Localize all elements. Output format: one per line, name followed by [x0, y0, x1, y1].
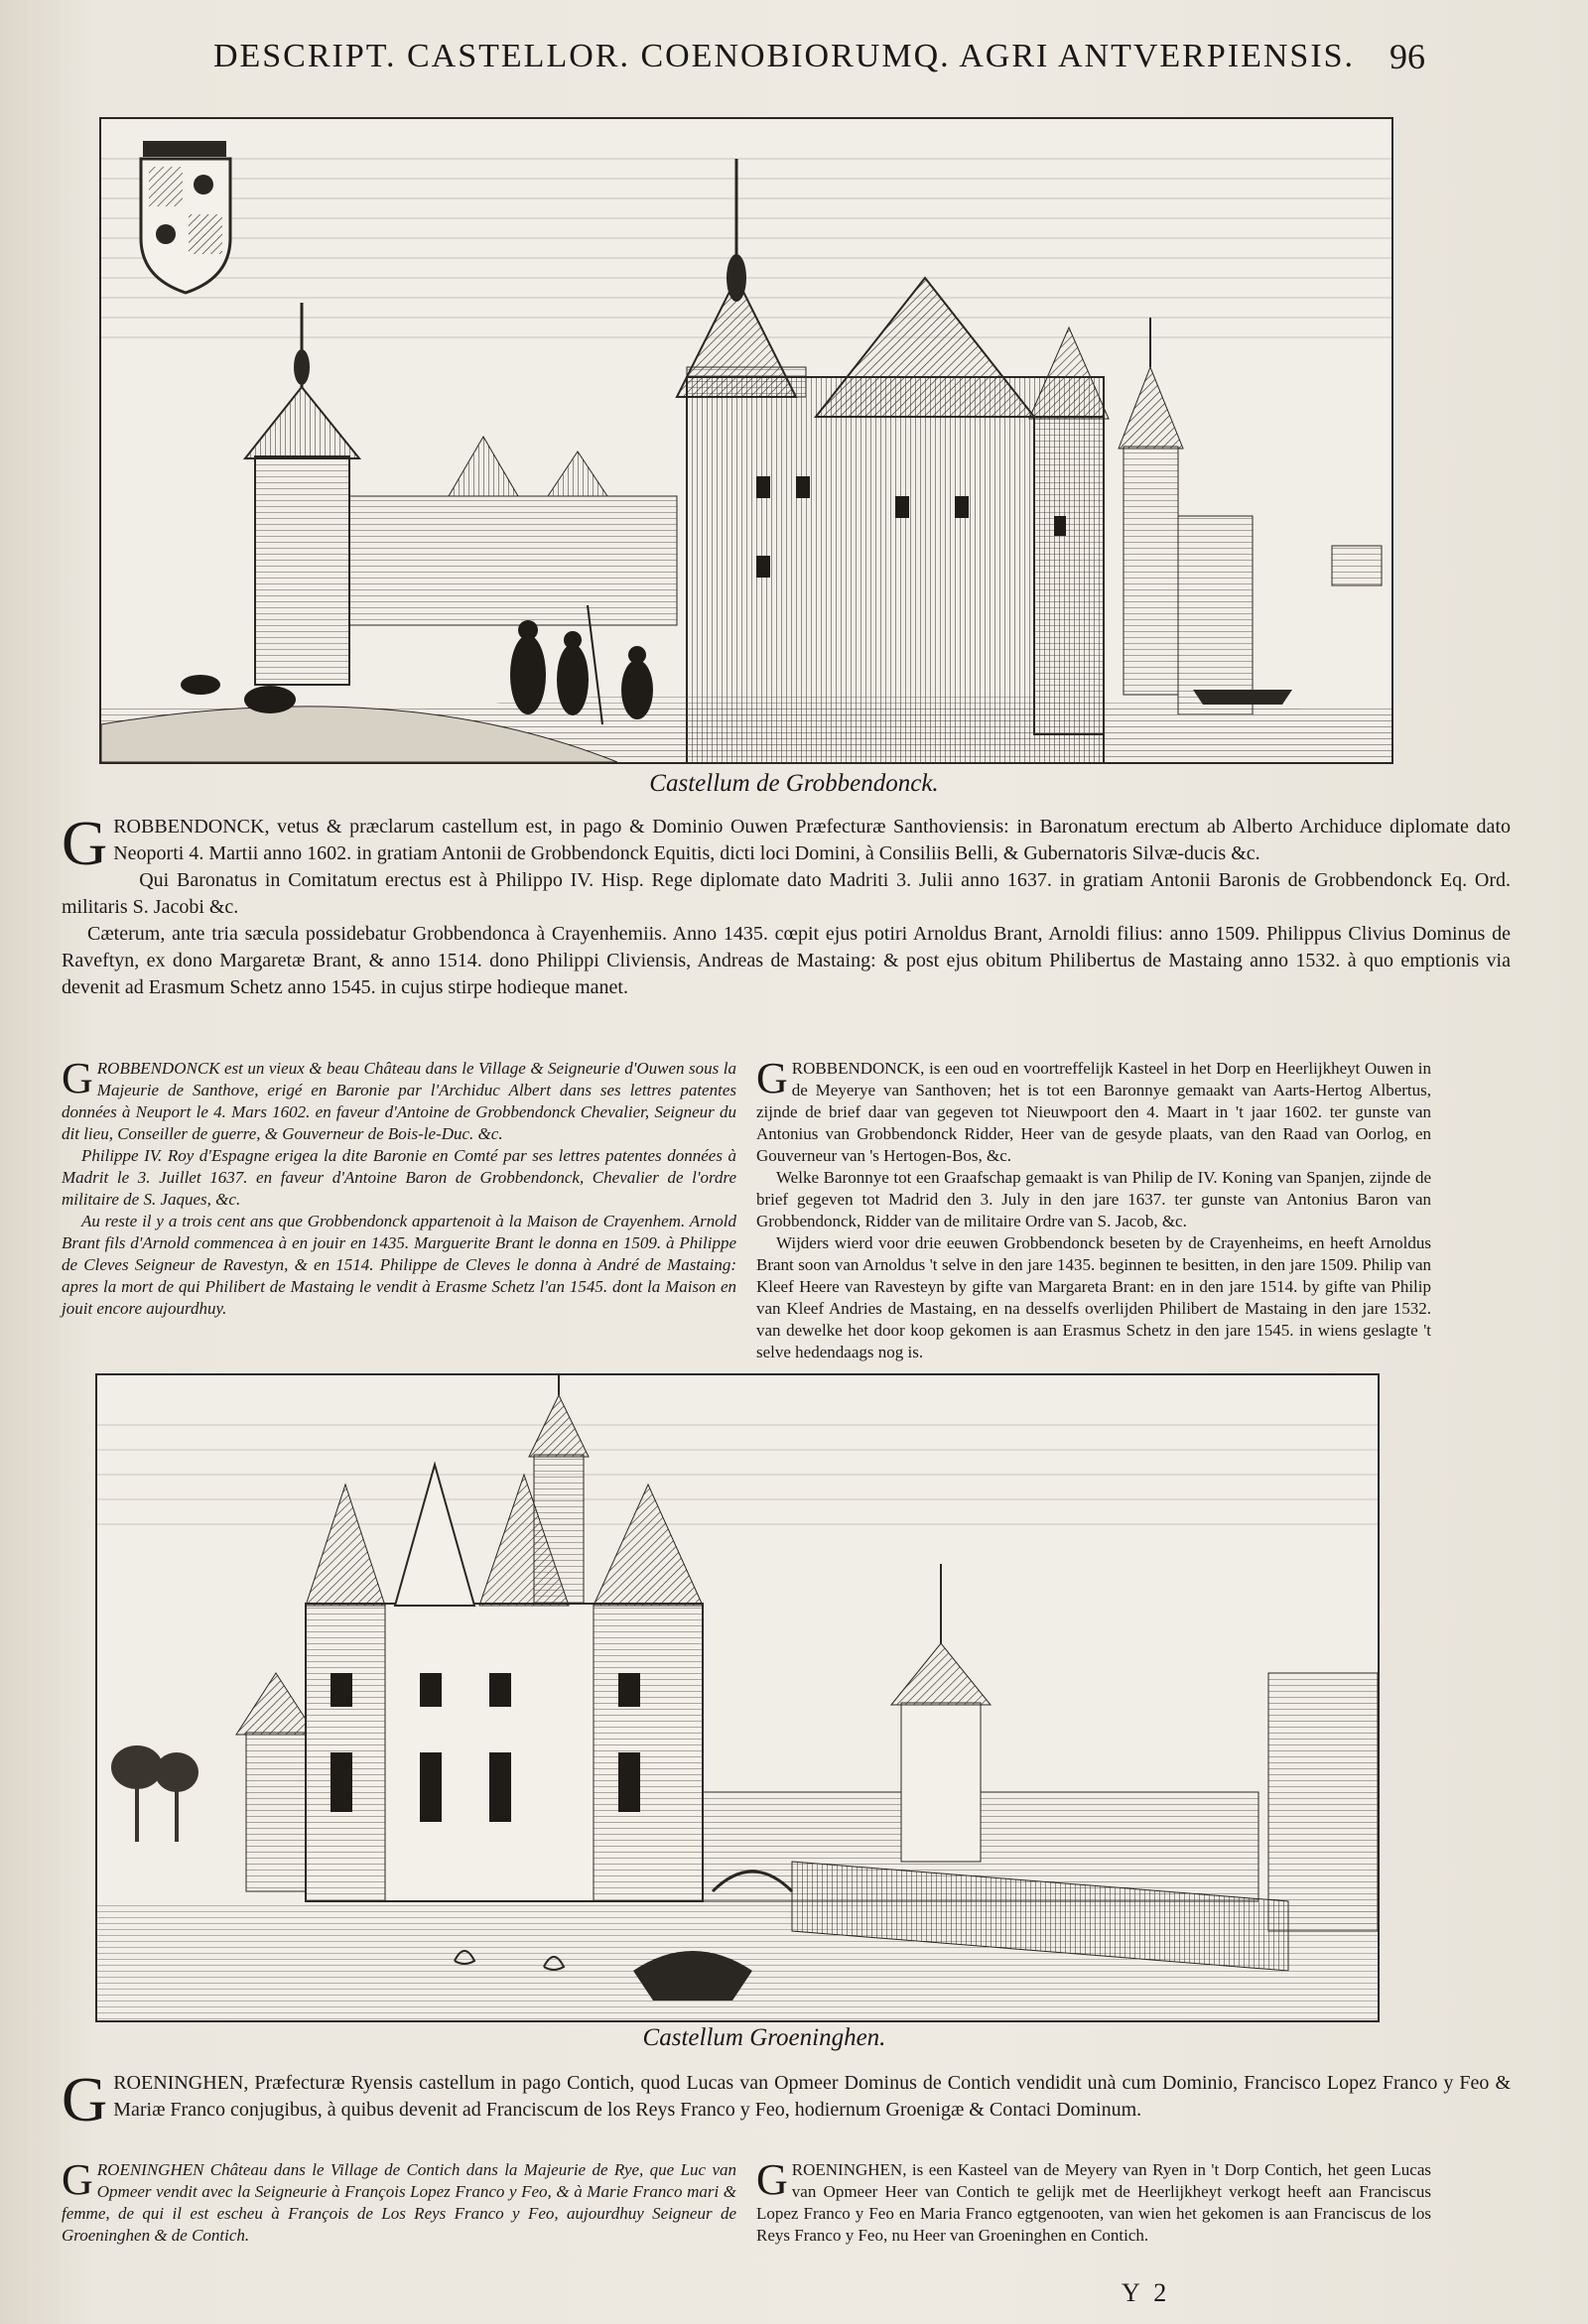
french-paragraph-1: ROBBENDONCK est un vieux & beau Château dans le Village & Seigneurie d'Ouwen sous la Majeurie de Santhove, erigé en Baronie par l'Archiduc Albert dans ses lettres patentes données à Neuport le 4. Mars 1602. en faveur d'Antoine de Grobbendonck Chevalier, Seigneur du dit lieu, Conseiller de guerre, & Gouverneur de Bois-le-Duc. &c. — [62, 1059, 736, 1143]
latin-paragraph-2: Qui Baronatus in Comitatum erectus est à Philippo IV. Hisp. Rege diplomate dato Madriti 3. Julii anno 1637. in gratiam Antonii Baronis de Grobbendonck Eq. Ord. militaris S. Jacobi &c. — [62, 869, 1511, 918]
coat-of-arms-icon — [141, 141, 230, 293]
dropcap: G — [756, 1054, 788, 1102]
latin-paragraph-3: Cæterum, ante tria sæcula possidebatur Grobbendonca à Crayenhemiis. Anno 1435. cœpit ejus potiri Arnoldus Brant, Arnoldi filius: anno 1509. Philippus Clivius Dominus de Raveftyn, ex dono Margaretæ Brant, & anno 1514. dono Philippi Cliviensis, Andreas de Mastaing: & post ejus obitum Philibertus de Mastaing anno 1532. à quo emptionis via devenit ad Erasmum Schetz anno 1545. in cujus stirpe hodieque manet. — [62, 923, 1511, 998]
engraving-grobbendonck — [99, 117, 1393, 764]
french-paragraph-3: Au reste il y a trois cent ans que Grobbendonck appartenoit à la Maison de Crayenhem. Arnold Brant fils d'Arnold commencea à en jouir en 1435. Marguerite Brant le donna en 1509. à Philippe de Cleves Seigneur de Ravestyn, & en 1514. Philippe de Cleves le donna à André de Mastaing: apres la mort de qui Philibert de Mastaing le vendit à Erasme Schetz l'an 1545. dont la Maison en jouit encore aujourdhuy. — [62, 1212, 736, 1318]
page-number: 96 — [1390, 37, 1425, 76]
french-text-grobbendonck — [62, 1054, 736, 1320]
running-title: DESCRIPT. CASTELLOR. COENOBIORUMQ. AGRI ANTVERPIENSIS. — [212, 38, 1356, 74]
dutch-paragraph-1: ROBBENDONCK, is een oud en voortreffelijk Kasteel in het Dorp en Heerlijkheyt Ouwen in de Meyerye van Santhoven; het is tot een Baronnye gemaakt van Aarts-Hertog Albertus, zijnde de brief daar van gegeven tot Nieuwpoort den 4. Maart in 't jaar 1602. ter gunste van Antonius van Grobbendonck Ridder, Heer van de gesyde plaats, van den Raad van Oorlog, en Gouverneur van 's Hertogen-Bos, &c. — [756, 1059, 1431, 1165]
french-text-groeninghen — [62, 2155, 736, 2247]
dutch-text-grobbendonck — [756, 1054, 1431, 1363]
french-paragraph-groeninghen: ROENINGHEN Château dans le Village de Contich dans la Majeurie de Rye, que Luc van Opmeer vendit avec la Seigneurie à François Lopez Franco y Feo, & à Marie Franco mari & femme, de qui il est escheu à François de Los Reys Franco y Feo, aujourdhuy Seigneur de Groeninghen & de Contich. — [62, 2160, 736, 2245]
plate-caption-groeninghen: Castellum Groeninghen. — [642, 2024, 886, 2051]
latin-text-groeninghen — [62, 2064, 1511, 2134]
latin-paragraph-groeninghen: ROENINGHEN, Præfecturæ Ryensis castellum in pago Contich, quod Lucas van Opmeer Dominus de Contich vendidit unà cum Dominio, Francisco Lopez Franco y Feo & Mariæ Franco conjugibus, à quibus devenit ad Franciscum de los Reys Franco y Feo, hodiernum Groenigæ & Contaci Dominum. — [113, 2072, 1511, 2121]
french-paragraph-2: Philippe IV. Roy d'Espagne erigea la dite Baronie en Comté par ses lettres patentes données à Madrit le 3. Juillet 1637. en faveur d'Antoine Baron de Grobbendonck, Chevalier de l'ordre militaire de S. Jaques, &c. — [62, 1146, 736, 1209]
dropcap: G — [62, 2064, 108, 2134]
dropcap: G — [62, 1054, 93, 1102]
dropcap: G — [62, 808, 108, 878]
dutch-paragraph-2: Welke Baronnye tot een Graafschap gemaakt is van Philip de IV. Koning van Spanjen, zijnde de brief gegeven tot Madrid den 3. July in den jare 1637. ter gunste van Antonius Baron van Grobbendonck, Ridder van de militaire Ordre van S. Jacob, &c. — [756, 1168, 1431, 1230]
castle-grobbendonck-illustration — [101, 119, 1391, 762]
dutch-text-groeninghen — [756, 2155, 1431, 2247]
latin-paragraph-1: ROBBENDONCK, vetus & præclarum castellum est, in pago & Dominio Ouwen Præfecturæ Santhoviensis: in Baronatum erectum ab Alberto Archiduce diplomate dato Neoporti 4. Martii anno 1602. in gratiam Antonii de Grobbendonck Equitis, dicti loci Domini, à Consiliis Belli, & Gubernatoris Silvæ-ducis &c. — [113, 816, 1511, 864]
engraving-groeninghen — [95, 1373, 1380, 2022]
dropcap: G — [62, 2155, 93, 2204]
dutch-paragraph-groeninghen: ROENINGHEN, is een Kasteel van de Meyery van Ryen in 't Dorp Contich, het geen Lucas van Opmeer Heer van Contich te gelijk met de Heerlijkheyt verkogt heeft aan Franciscus Lopez Franco y Feo en Maria Franco egtgenooten, van wien het gekomen is aan Franciscus de los Reys Franco y Feo, nu Heer van Groeninghen en Contich. — [756, 2160, 1431, 2245]
latin-text-grobbendonck — [62, 808, 1511, 1001]
signature-mark: Y 2 — [1122, 2278, 1171, 2307]
dutch-paragraph-3: Wijders wierd voor drie eeuwen Grobbendonck beseten by de Crayenheims, en heeft Arnoldus Brant soon van Arnoldus 't selve in den jare 1435. beginnen te besitten, in den jare 1509. Philip van Kleef Heere van Ravesteyn by gifte van Margareta Brant: en in den jare 1514. by gifte van Philip van Kleef Andries de Mastaing, en na desselfs overlijden Philibert de Mastaing in den jare 1532. van dewelke het door koop gekomen is aan Erasmus Schetz in den jare 1545. in wiens geslagte 't selve hedendaags nog is. — [756, 1233, 1431, 1361]
castle-groeninghen-illustration — [97, 1375, 1378, 2020]
plate-caption-grobbendonck: Castellum de Grobbendonck. — [649, 770, 939, 797]
dropcap: G — [756, 2155, 788, 2204]
